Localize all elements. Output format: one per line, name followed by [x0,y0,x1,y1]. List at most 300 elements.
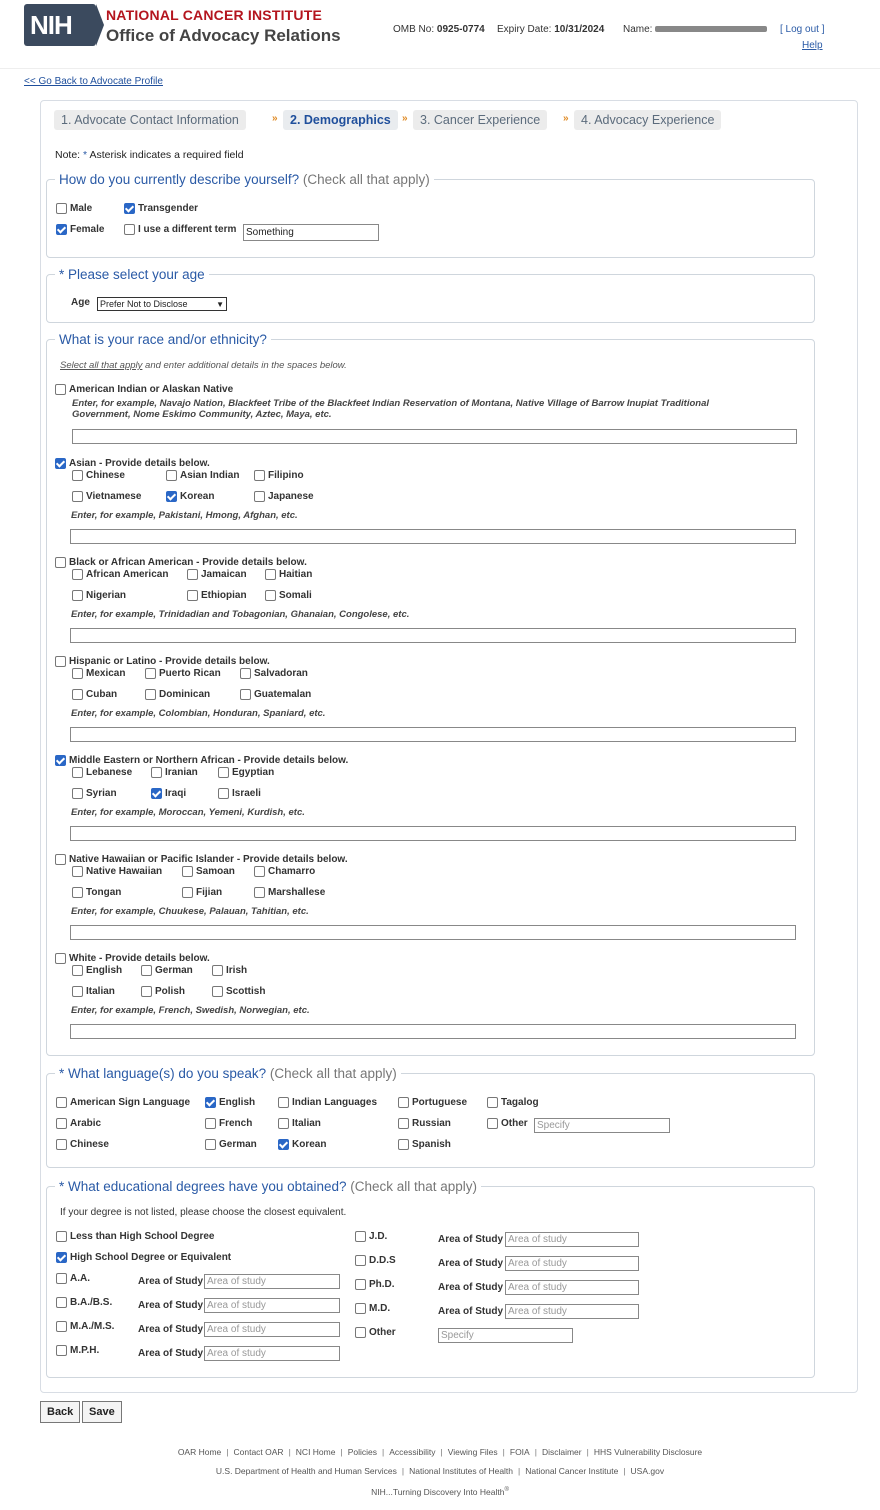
degree-d-d-s-label: D.D.S [369,1255,396,1266]
tab-contact-info[interactable]: 1. Advocate Contact Information [54,110,246,130]
required-note: Note: * Asterisk indicates a required field [55,149,244,161]
race-white-english-checkbox[interactable] [72,965,122,976]
language-tagalog-checkbox[interactable] [487,1097,539,1108]
help-link[interactable]: Help [802,40,823,51]
checkbox-unchecked-icon[interactable] [145,668,156,679]
checkbox-unchecked-icon[interactable] [355,1279,366,1290]
race-native-hawaiian-or-pacific-islander-tongan-checkbox[interactable] [72,887,121,898]
footer-divider: | [586,1447,589,1457]
race-asian-asian-indian-checkbox[interactable] [166,470,239,481]
checkbox-unchecked-icon[interactable] [182,887,193,898]
degree-ph-d-checkbox[interactable] [355,1279,395,1290]
race-middle-eastern-or-northern-african-syrian-label: Syrian [86,788,117,799]
race-white-polish-checkbox[interactable] [141,986,185,997]
footer-divider: | [623,1466,626,1476]
degree-b-a-b-s-checkbox[interactable] [56,1297,112,1308]
degree-m-a-m-s-label: M.A./M.S. [70,1321,115,1332]
race-native-hawaiian-or-pacific-islander-details-input[interactable] [70,925,796,940]
race-black-or-african-american-details-input[interactable] [70,628,796,643]
checkbox-unchecked-icon[interactable] [72,965,83,976]
race-middle-eastern-or-northern-african-lebanese-label: Lebanese [86,767,133,778]
race-white-details-input[interactable] [70,1024,796,1039]
race-american-indian-or-alaskan-native-hint-2: Government, Nome Eskimo Community, Aztec, Maya, etc. [72,409,332,420]
area-of-study-label: Area of Study [138,1300,204,1311]
language-russian-checkbox[interactable] [398,1118,451,1129]
footer-tagline: NIH...Turning Discovery Into Health® [371,1487,509,1497]
checkbox-unchecked-icon[interactable] [145,689,156,700]
race-black-or-african-american-ethiopian-checkbox[interactable] [187,590,247,601]
degree-other-checkbox[interactable] [355,1327,396,1338]
degree-ph-d-label: Ph.D. [369,1279,395,1290]
degree-high-school-degree-or-equivalent-checkbox[interactable] [56,1252,231,1263]
language-korean-label: Korean [292,1139,327,1150]
race-white-scottish-label: Scottish [226,986,266,997]
checkbox-unchecked-icon[interactable] [72,689,83,700]
race-native-hawaiian-or-pacific-islander-marshallese-checkbox[interactable] [254,887,325,898]
degree-other-label: Other [369,1327,396,1338]
language-french-label: French [219,1118,253,1129]
race-black-or-african-american-ethiopian-label: Ethiopian [201,590,247,601]
race-white-hint: Enter, for example, French, Swedish, Norwegian, etc. [71,1005,310,1016]
race-hispanic-or-latino-dominican-checkbox[interactable] [145,689,210,700]
race-asian-japanese-label: Japanese [268,491,314,502]
footer-link[interactable]: National Cancer Institute [525,1466,619,1476]
checkbox-unchecked-icon[interactable] [72,470,83,481]
checkbox-unchecked-icon[interactable] [212,986,223,997]
checkbox-unchecked-icon[interactable] [72,887,83,898]
race-black-or-african-american-jamaican-checkbox[interactable] [187,569,247,580]
checkbox-unchecked-icon[interactable] [56,1273,67,1284]
checkbox-unchecked-icon[interactable] [254,491,265,502]
checkbox-unchecked-icon[interactable] [72,491,83,502]
area-of-study-label: Area of Study [138,1276,204,1287]
area-of-study-label: Area of Study [438,1258,504,1269]
language-spanish-checkbox[interactable] [398,1139,451,1150]
tab-advocacy-experience[interactable]: 4. Advocacy Experience [574,110,721,130]
other-degree-input[interactable] [438,1328,573,1343]
race-native-hawaiian-or-pacific-islander-tongan-label: Tongan [86,887,122,898]
gender-male-checkbox[interactable] [56,203,92,214]
footer-link[interactable]: Contact OAR [233,1447,284,1457]
degree-a-a-checkbox[interactable] [56,1273,90,1284]
race-black-or-african-american-nigerian-checkbox[interactable] [72,590,126,601]
race-middle-eastern-or-northern-african-checkbox[interactable] [55,755,348,766]
footer-link[interactable]: U.S. Department of Health and Human Services [215,1466,397,1476]
education-intro: If your degree is not listed, please choose the closest equivalent. [60,1207,347,1218]
checkbox-unchecked-icon[interactable] [187,590,198,601]
race-native-hawaiian-or-pacific-islander-native-hawaiian-label: Native Hawaiian [86,866,163,877]
race-hispanic-or-latino-guatemalan-checkbox[interactable] [240,689,311,700]
logout-link[interactable]: [ Log out ] [780,24,825,35]
race-native-hawaiian-or-pacific-islander-marshallese-label: Marshallese [268,887,326,898]
race-middle-eastern-or-northern-african-hint: Enter, for example, Moroccan, Yemeni, Kurdish, etc. [71,807,305,818]
race-white-english-label: English [86,965,123,976]
area-of-study-label: Area of Study [138,1348,204,1359]
footer-divider: | [340,1447,343,1457]
different-term-input[interactable] [243,224,379,241]
checkbox-unchecked-icon[interactable] [218,767,229,778]
footer-link[interactable]: Accessibility [389,1447,436,1457]
expiry-info: Expiry Date: 10/31/2024 [497,24,605,35]
language-english-checkbox[interactable] [205,1097,255,1108]
checkbox-unchecked-icon[interactable] [398,1118,409,1129]
race-white-italian-checkbox[interactable] [72,986,115,997]
race-white-irish-checkbox[interactable] [212,965,247,976]
race-native-hawaiian-or-pacific-islander-hint: Enter, for example, Chuukese, Palauan, Tahitian, etc. [71,906,309,917]
race-black-or-african-american-checkbox[interactable] [55,557,307,568]
education-legend: * What educational degrees have you obtained? (Check all that apply) [59,1179,478,1194]
race-middle-eastern-or-northern-african-iraqi-checkbox[interactable] [151,788,186,799]
org-name-line2: Office of Advocacy Relations [106,26,341,45]
race-asian-vietnamese-label: Vietnamese [86,491,142,502]
checkbox-unchecked-icon[interactable] [487,1118,498,1129]
race-white-label: White - Provide details below. [69,953,210,964]
race-asian-label: Asian - Provide details below. [69,458,210,469]
back-to-profile-link[interactable]: << Go Back to Advocate Profile [24,76,163,87]
race-white-checkbox[interactable] [55,953,210,964]
checkbox-unchecked-icon[interactable] [56,1321,67,1332]
area-of-study-input-phd[interactable] [505,1280,639,1295]
checkbox-unchecked-icon[interactable] [254,887,265,898]
race-asian-filipino-label: Filipino [268,470,304,481]
language-tagalog-label: Tagalog [501,1097,539,1108]
race-asian-checkbox[interactable] [55,458,210,469]
gender-transgender-checkbox[interactable] [124,203,198,214]
area-of-study-label: Area of Study [438,1306,504,1317]
degree-m-d-checkbox[interactable] [355,1303,390,1314]
race-intro: Select all that apply and enter additional details in the spaces below. [60,360,347,371]
checkbox-unchecked-icon[interactable] [72,788,83,799]
checkbox-unchecked-icon[interactable] [56,1345,67,1356]
checkbox-unchecked-icon[interactable] [265,590,276,601]
age-section [46,267,815,323]
language-arabic-label: Arabic [70,1118,102,1129]
footer-divider: | [226,1447,229,1457]
footer-divider: | [440,1447,443,1457]
language-indian-languages-checkbox[interactable] [278,1097,377,1108]
language-portuguese-label: Portuguese [412,1097,468,1108]
race-asian-korean-label: Korean [180,491,215,502]
race-black-or-african-american-african-american-label: African American [86,569,169,580]
race-middle-eastern-or-northern-african-label: Middle Eastern or Northern African - Provide details below. [69,755,349,766]
checkbox-unchecked-icon[interactable] [55,854,66,865]
degree-j-d-checkbox[interactable] [355,1231,387,1242]
race-hispanic-or-latino-dominican-label: Dominican [159,689,211,700]
back-button[interactable]: Back [40,1401,80,1423]
checkbox-unchecked-icon[interactable] [141,986,152,997]
race-asian-chinese-checkbox[interactable] [72,470,125,481]
race-black-or-african-american-somali-checkbox[interactable] [265,590,312,601]
checkbox-unchecked-icon[interactable] [254,866,265,877]
checkbox-unchecked-icon[interactable] [398,1139,409,1150]
checkbox-unchecked-icon[interactable] [205,1118,216,1129]
checkbox-unchecked-icon[interactable] [55,384,66,395]
gender-i-use-a-different-term-checkbox[interactable] [124,224,236,235]
checkbox-checked-icon[interactable] [278,1139,289,1150]
checkbox-unchecked-icon[interactable] [55,656,66,667]
footer-divider: | [502,1447,505,1457]
race-hispanic-or-latino-label: Hispanic or Latino - Provide details below. [69,656,270,667]
tab-separator: » [563,113,569,124]
checkbox-unchecked-icon[interactable] [55,557,66,568]
race-american-indian-or-alaskan-native-details-input[interactable] [72,429,797,444]
language-italian-checkbox[interactable] [278,1118,321,1129]
race-asian-vietnamese-checkbox[interactable] [72,491,141,502]
checkbox-checked-icon[interactable] [55,458,66,469]
degree-a-a-label: A.A. [70,1273,90,1284]
area-of-study-input-jd[interactable] [505,1232,639,1247]
footer-divider: | [288,1447,291,1457]
race-hispanic-or-latino-cuban-checkbox[interactable] [72,689,117,700]
footer-divider: | [534,1447,537,1457]
race-black-or-african-american-somali-label: Somali [279,590,312,601]
checkbox-checked-icon[interactable] [151,788,162,799]
checkbox-unchecked-icon[interactable] [487,1097,498,1108]
checkbox-unchecked-icon[interactable] [212,965,223,976]
race-white-german-label: German [155,965,193,976]
race-asian-filipino-checkbox[interactable] [254,470,304,481]
area-of-study-input-ma[interactable] [204,1322,340,1337]
checkbox-checked-icon[interactable] [56,1252,67,1263]
area-of-study-input-md[interactable] [505,1304,639,1319]
tab-separator: » [272,113,278,124]
chevron-down-icon: ▼ [216,299,224,309]
redacted-name [655,26,767,32]
language-chinese-label: Chinese [70,1139,109,1150]
checkbox-unchecked-icon[interactable] [254,470,265,481]
race-hispanic-or-latino-salvadoran-label: Salvadoran [254,668,308,679]
area-of-study-input-ba[interactable] [204,1298,340,1313]
language-american-sign-language-checkbox[interactable] [56,1097,190,1108]
age-selected-value: Prefer Not to Disclose [100,299,188,309]
race-native-hawaiian-or-pacific-islander-samoan-label: Samoan [196,866,235,877]
checkbox-unchecked-icon[interactable] [398,1097,409,1108]
checkbox-unchecked-icon[interactable] [355,1327,366,1338]
race-asian-details-input[interactable] [70,529,796,544]
race-hispanic-or-latino-puerto-rican-checkbox[interactable] [145,668,221,679]
gender-section [46,172,815,258]
race-hispanic-or-latino-hint: Enter, for example, Colombian, Honduran, Spaniard, etc. [71,708,326,719]
save-button[interactable]: Save [82,1401,122,1423]
language-french-checkbox[interactable] [205,1118,252,1129]
race-hispanic-or-latino-cuban-label: Cuban [86,689,118,700]
language-russian-label: Russian [412,1118,451,1129]
checkbox-unchecked-icon[interactable] [56,203,67,214]
checkbox-unchecked-icon[interactable] [205,1139,216,1150]
checkbox-unchecked-icon[interactable] [265,569,276,580]
checkbox-unchecked-icon[interactable] [72,668,83,679]
race-native-hawaiian-or-pacific-islander-fijian-checkbox[interactable] [182,887,222,898]
race-hispanic-or-latino-details-input[interactable] [70,727,796,742]
tab-separator: » [402,113,408,124]
race-asian-chinese-label: Chinese [86,470,125,481]
race-middle-eastern-or-northern-african-lebanese-checkbox[interactable] [72,767,132,778]
race-middle-eastern-or-northern-african-iraqi-label: Iraqi [165,788,187,799]
race-middle-eastern-or-northern-african-syrian-checkbox[interactable] [72,788,117,799]
degree-m-d-label: M.D. [369,1303,391,1314]
footer-divider: | [401,1466,405,1476]
checkbox-unchecked-icon[interactable] [278,1097,289,1108]
checkbox-unchecked-icon[interactable] [56,1097,67,1108]
footer-link[interactable]: NCI Home [295,1447,336,1457]
race-middle-eastern-or-northern-african-iranian-label: Iranian [165,767,198,778]
checkbox-unchecked-icon[interactable] [278,1118,289,1129]
area-of-study-label: Area of Study [138,1324,204,1335]
checkbox-unchecked-icon[interactable] [355,1303,366,1314]
org-name-line1: NATIONAL CANCER INSTITUTE [106,7,323,23]
logo-text: NIH [30,10,72,40]
age-select[interactable] [97,297,227,311]
degree-less-than-high-school-degree-checkbox[interactable] [56,1231,214,1242]
race-native-hawaiian-or-pacific-islander-native-hawaiian-checkbox[interactable] [72,866,162,877]
checkbox-checked-icon[interactable] [56,224,67,235]
race-black-or-african-american-hint: Enter, for example, Trinidadian and Tobagonian, Ghanaian, Congolese, etc. [71,609,410,620]
footer-link[interactable]: OAR Home [177,1447,222,1457]
language-chinese-checkbox[interactable] [56,1139,109,1150]
checkbox-unchecked-icon[interactable] [355,1231,366,1242]
race-middle-eastern-or-northern-african-iranian-checkbox[interactable] [151,767,198,778]
gender-male-label: Male [70,203,93,214]
checkbox-unchecked-icon[interactable] [240,689,251,700]
footer-link[interactable]: Disclaimer [541,1447,582,1457]
checkbox-unchecked-icon[interactable] [166,470,177,481]
language-spanish-label: Spanish [412,1139,451,1150]
checkbox-checked-icon[interactable] [205,1097,216,1108]
language-english-label: English [219,1097,256,1108]
checkbox-unchecked-icon[interactable] [56,1231,67,1242]
footer-link[interactable]: Viewing Files [447,1447,498,1457]
area-of-study-input-mph[interactable] [204,1346,340,1361]
race-white-irish-label: Irish [226,965,248,976]
checkbox-unchecked-icon[interactable] [55,953,66,964]
race-legend: What is your race and/or ethnicity? [59,332,267,347]
checkbox-unchecked-icon[interactable] [187,569,198,580]
language-section [46,1066,815,1168]
race-hispanic-or-latino-mexican-checkbox[interactable] [72,668,125,679]
checkbox-unchecked-icon[interactable] [151,767,162,778]
gender-legend: How do you currently describe yourself? (Check all that apply) [59,172,430,187]
language-other-label: Other [501,1118,528,1129]
race-middle-eastern-or-northern-african-details-input[interactable] [70,826,796,841]
race-middle-eastern-or-northern-african-egyptian-label: Egyptian [232,767,275,778]
race-asian-japanese-checkbox[interactable] [254,491,314,502]
race-white-italian-label: Italian [86,986,115,997]
race-black-or-african-american-jamaican-label: Jamaican [201,569,247,580]
language-indian-languages-label: Indian Languages [292,1097,378,1108]
degree-m-a-m-s-checkbox[interactable] [56,1321,114,1332]
race-hispanic-or-latino-guatemalan-label: Guatemalan [254,689,312,700]
omb-info: OMB No: 0925-0774 [393,24,485,35]
other-language-input[interactable] [534,1118,670,1133]
footer-link[interactable]: HHS Vulnerability Disclosure [593,1447,703,1457]
race-middle-eastern-or-northern-african-israeli-checkbox[interactable] [218,788,261,799]
checkbox-unchecked-icon[interactable] [56,1297,67,1308]
tab-demographics[interactable]: 2. Demographics [283,110,398,130]
tab-cancer-experience[interactable]: 3. Cancer Experience [413,110,547,130]
checkbox-unchecked-icon[interactable] [72,986,83,997]
race-native-hawaiian-or-pacific-islander-label: Native Hawaiian or Pacific Islander - Provide details below. [69,854,348,865]
language-german-checkbox[interactable] [205,1139,257,1150]
checkbox-checked-icon[interactable] [124,203,135,214]
language-portuguese-checkbox[interactable] [398,1097,467,1108]
race-white-scottish-checkbox[interactable] [212,986,265,997]
race-white-german-checkbox[interactable] [141,965,193,976]
checkbox-unchecked-icon[interactable] [72,590,83,601]
area-of-study-label: Area of Study [438,1282,504,1293]
checkbox-unchecked-icon[interactable] [218,788,229,799]
degree-less-than-high-school-degree-label: Less than High School Degree [70,1231,215,1242]
checkbox-unchecked-icon[interactable] [56,1118,67,1129]
race-hispanic-or-latino-puerto-rican-label: Puerto Rican [159,668,221,679]
degree-m-p-h-label: M.P.H. [70,1345,100,1356]
race-asian-korean-checkbox[interactable] [166,491,214,502]
language-italian-label: Italian [292,1118,321,1129]
nih-logo [24,4,96,46]
race-hispanic-or-latino-checkbox[interactable] [55,656,270,667]
race-hispanic-or-latino-mexican-label: Mexican [86,668,126,679]
area-of-study-input-aa[interactable] [204,1274,340,1289]
gender-i-use-a-different-term-label: I use a different term [138,224,237,235]
gender-female-label: Female [70,224,105,235]
language-korean-checkbox[interactable] [278,1139,326,1150]
checkbox-unchecked-icon[interactable] [124,224,135,235]
race-black-or-african-american-nigerian-label: Nigerian [86,590,127,601]
checkbox-unchecked-icon[interactable] [56,1139,67,1150]
footer-link[interactable]: FOIA [509,1447,530,1457]
checkbox-unchecked-icon[interactable] [240,668,251,679]
language-other-checkbox[interactable] [487,1118,528,1129]
degree-m-p-h-checkbox[interactable] [56,1345,99,1356]
race-native-hawaiian-or-pacific-islander-fijian-label: Fijian [196,887,223,898]
race-native-hawaiian-or-pacific-islander-samoan-checkbox[interactable] [182,866,235,877]
language-arabic-checkbox[interactable] [56,1118,101,1129]
race-asian-asian-indian-label: Asian Indian [180,470,240,481]
header-divider [0,68,880,69]
race-american-indian-or-alaskan-native-hint: Enter, for example, Navajo Nation, Blackfeet Tribe of the Blackfeet Indian Reservation of Montana, Native Village of Barrow Inupiat Traditional [72,398,709,409]
race-middle-eastern-or-northern-african-egyptian-checkbox[interactable] [218,767,274,778]
footer-links-secondary [0,1466,880,1476]
degree-j-d-label: J.D. [369,1231,388,1242]
race-native-hawaiian-or-pacific-islander-checkbox[interactable] [55,854,348,865]
degree-b-a-b-s-label: B.A./B.S. [70,1297,113,1308]
race-hispanic-or-latino-salvadoran-checkbox[interactable] [240,668,308,679]
area-of-study-input-dds[interactable] [505,1256,639,1271]
race-native-hawaiian-or-pacific-islander-chamarro-checkbox[interactable] [254,866,315,877]
footer-divider: | [382,1447,385,1457]
race-black-or-african-american-african-american-checkbox[interactable] [72,569,168,580]
checkbox-checked-icon[interactable] [166,491,177,502]
race-black-or-african-american-haitian-checkbox[interactable] [265,569,312,580]
footer-links-primary [0,1447,880,1457]
checkbox-unchecked-icon[interactable] [72,569,83,580]
degree-d-d-s-checkbox[interactable] [355,1255,396,1266]
checkbox-unchecked-icon[interactable] [355,1255,366,1266]
checkbox-unchecked-icon[interactable] [72,866,83,877]
checkbox-unchecked-icon[interactable] [141,965,152,976]
race-asian-hint: Enter, for example, Pakistani, Hmong, Afghan, etc. [71,510,298,521]
language-american-sign-language-label: American Sign Language [70,1097,191,1108]
checkbox-checked-icon[interactable] [55,755,66,766]
footer-link[interactable]: National Institutes of Health [409,1466,514,1476]
race-middle-eastern-or-northern-african-israeli-label: Israeli [232,788,261,799]
gender-female-checkbox[interactable] [56,224,104,235]
checkbox-unchecked-icon[interactable] [72,767,83,778]
footer-link[interactable]: USA.gov [630,1466,665,1476]
footer-link[interactable]: Policies [347,1447,377,1457]
area-of-study-label: Area of Study [438,1234,504,1245]
race-american-indian-or-alaskan-native-checkbox[interactable] [55,384,233,395]
checkbox-unchecked-icon[interactable] [182,866,193,877]
